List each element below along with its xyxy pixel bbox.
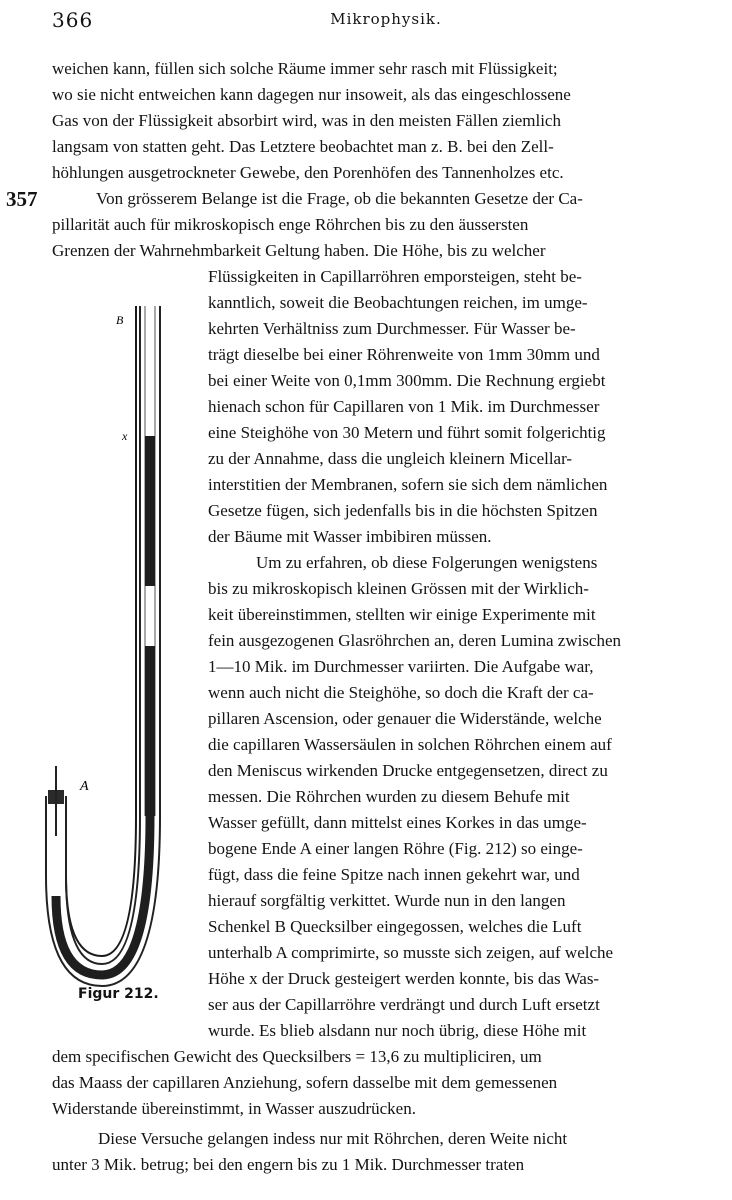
text-line: dem specifischen Gewicht des Quecksilbers = 13,6 zu multipliciren, um bbox=[52, 1047, 542, 1066]
text-line: zu der Annahme, dass die ungleich kleinern Micellar- bbox=[208, 449, 573, 468]
text-line: Diese Versuche gelangen indess nur mit Röhrchen, deren Weite nicht bbox=[98, 1129, 568, 1148]
figure-212 bbox=[44, 296, 194, 1016]
text-line: Wasser gefüllt, dann mittelst eines Korkes in das umge- bbox=[208, 813, 587, 832]
text-line: Grenzen der Wahrnehmbarkeit Geltung haben. Die Höhe, bis zu welcher bbox=[52, 241, 546, 260]
page-number: 366 bbox=[52, 8, 94, 32]
mercury-column-upper bbox=[145, 436, 155, 586]
text-line: wo sie nicht entweichen kann dagegen nur insoweit, als das eingeschlossene bbox=[52, 85, 571, 104]
text-line: bei einer Weite von 0,1mm 300mm. Die Rechnung ergiebt bbox=[208, 371, 606, 390]
text-line: pillarität auch für mikroskopisch enge Röhrchen bis zu den äussersten bbox=[52, 215, 529, 234]
mercury-column-lower bbox=[145, 646, 155, 816]
text-line: das Maass der capillaren Anziehung, sofern dasselbe mit dem gemessenen bbox=[52, 1073, 558, 1092]
figure-label-x: x bbox=[122, 429, 128, 443]
u-tube-illustration bbox=[44, 296, 194, 1016]
text-line: Schenkel B Quecksilber eingegossen, welches die Luft bbox=[208, 917, 582, 936]
text-line: Widerstande übereinstimmt, in Wasser auszudrücken. bbox=[52, 1099, 416, 1118]
running-title: Mikrophysik. bbox=[330, 10, 442, 28]
text-line: wurde. Es blieb alsdann nur noch übrig, diese Höhe mit bbox=[208, 1021, 587, 1040]
text-line: weichen kann, füllen sich solche Räume immer sehr rasch mit Flüssigkeit; bbox=[52, 59, 558, 78]
page-header bbox=[52, 8, 720, 34]
text-line: bogene Ende A einer langen Röhre (Fig. 212) so einge- bbox=[208, 839, 583, 858]
text-line: langsam von statten geht. Das Letztere beobachtet man z. B. bei den Zell- bbox=[52, 137, 554, 156]
text-line: den Meniscus wirkenden Drucke entgegensetzen, direct zu bbox=[208, 761, 608, 780]
text-line: Gas von der Flüssigkeit absorbirt wird, was in den meisten Fällen ziemlich bbox=[52, 111, 561, 130]
text-line: Von grösserem Belange ist die Frage, ob die bekannten Gesetze der Ca- bbox=[96, 189, 583, 208]
text-line: unterhalb A comprimirte, so musste sich zeigen, auf welche bbox=[208, 943, 614, 962]
text-line: Um zu erfahren, ob diese Folgerungen wenigstens bbox=[256, 553, 598, 572]
text-line: der Bäume mit Wasser imbibiren müssen. bbox=[208, 527, 492, 546]
text-line: keit übereinstimmen, stellten wir einige Experimente mit bbox=[208, 605, 596, 624]
tube-outer-wall bbox=[66, 306, 136, 956]
text-line: ser aus der Capillarröhre verdrängt und durch Luft ersetzt bbox=[208, 995, 600, 1014]
text-line: die capillaren Wassersäulen in solchen Röhrchen einem auf bbox=[208, 735, 612, 754]
text-line: kanntlich, soweit die Beobachtungen reichen, im umge- bbox=[208, 293, 588, 312]
text-line: messen. Die Röhrchen wurden zu diesem Behufe mit bbox=[208, 787, 570, 806]
text-line: Gesetze fügen, sich jedenfalls bis in die höchsten Spitzen bbox=[208, 501, 598, 520]
text-line: bis zu mikroskopisch kleinen Grössen mit der Wirklich- bbox=[208, 579, 589, 598]
text-line: Flüssigkeiten in Capillarröhren emporsteigen, steht be- bbox=[208, 267, 582, 286]
text-line: pillaren Ascension, oder genauer die Widerstände, welche bbox=[208, 709, 602, 728]
figure-caption: Figur 212. bbox=[78, 986, 159, 1002]
text-line: 1—10 Mik. im Durchmesser variirten. Die Aufgabe war, bbox=[208, 657, 594, 676]
figure-label-a: A bbox=[80, 779, 89, 794]
text-line: kehrten Verhältniss zum Durchmesser. Für Wasser be- bbox=[208, 319, 576, 338]
section-number: 357 bbox=[6, 187, 38, 211]
text-line: hierauf sorgfältig verkittet. Wurde nun in den langen bbox=[208, 891, 566, 910]
text-line: unter 3 Mik. betrug; bei den engern bis zu 1 Mik. Durchmesser traten bbox=[52, 1155, 525, 1174]
text-line: eine Steighöhe von 30 Metern und führt somit folgerichtig bbox=[208, 423, 606, 442]
text-line: interstitien der Membranen, sofern sie sich dem nämlichen bbox=[208, 475, 608, 494]
text-line: wenn auch nicht die Steighöhe, so doch die Kraft der ca- bbox=[208, 683, 594, 702]
text-line: Höhe x der Druck gesteigert werden konnte, bis das Was- bbox=[208, 969, 600, 988]
text-line: hienach schon für Capillaren von 1 Mik. im Durchmesser bbox=[208, 397, 600, 416]
text-line: fügt, dass die feine Spitze nach innen gekehrt war, und bbox=[208, 865, 580, 884]
text-line: höhlungen ausgetrockneter Gewebe, den Porenhöfen des Tannenholzes etc. bbox=[52, 163, 564, 182]
figure-label-b: B bbox=[116, 313, 124, 327]
text-line: fein ausgezogenen Glasröhrchen an, deren Lumina zwischen bbox=[208, 631, 622, 650]
text-line: trägt dieselbe bei einer Röhrenweite von 1mm 30mm und bbox=[208, 345, 600, 364]
